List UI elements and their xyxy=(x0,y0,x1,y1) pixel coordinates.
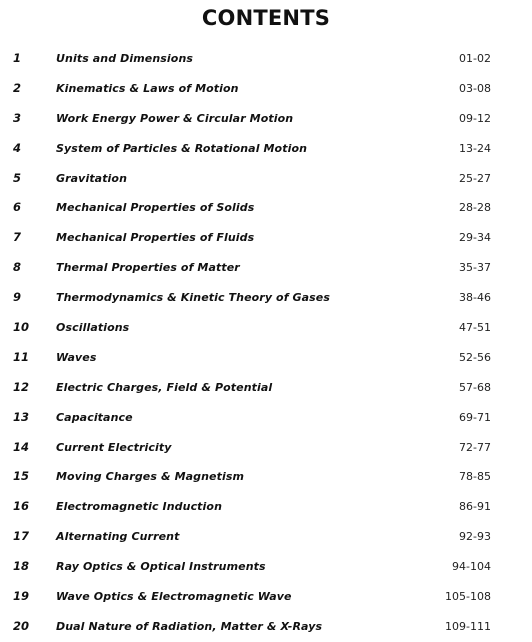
chapter-title[interactable]: Moving Charges & Magnetism xyxy=(56,470,245,484)
chapter-number: 20 xyxy=(13,618,30,633)
toc-entry[interactable] xyxy=(0,373,532,403)
page-range: 52-56 xyxy=(459,350,491,364)
chapter-number: 16 xyxy=(13,499,30,514)
chapter-title[interactable]: Alternating Current xyxy=(56,530,180,544)
toc-entry[interactable] xyxy=(0,462,532,492)
chapter-number: 5 xyxy=(13,170,22,185)
page-range: 38-46 xyxy=(459,291,491,305)
chapter-number: 13 xyxy=(13,409,30,424)
chapter-title[interactable]: Units and Dimensions xyxy=(56,52,194,65)
chapter-number: 17 xyxy=(13,529,30,544)
page-range: 25-27 xyxy=(459,171,491,185)
toc-entry[interactable] xyxy=(0,492,532,522)
toc-entry[interactable] xyxy=(0,403,532,433)
chapter-title[interactable]: Dual Nature of Radiation, Matter & X-Rays xyxy=(56,619,323,633)
chapter-number: 1 xyxy=(13,51,22,65)
toc-entry[interactable] xyxy=(0,433,532,463)
chapter-number: 10 xyxy=(13,320,30,335)
page-range: 09-12 xyxy=(459,111,491,125)
chapter-title[interactable]: Kinematics & Laws of Motion xyxy=(56,81,239,95)
page-range: 69-71 xyxy=(459,410,491,424)
toc-entry[interactable] xyxy=(0,552,532,582)
chapter-number: 8 xyxy=(13,260,22,275)
toc-entry[interactable] xyxy=(0,104,532,134)
chapter-title[interactable]: Mechanical Properties of Solids xyxy=(56,201,255,215)
chapter-number: 4 xyxy=(13,140,22,155)
page-range: 92-93 xyxy=(459,530,491,544)
chapter-number: 12 xyxy=(13,379,30,394)
chapter-title[interactable]: Ray Optics & Optical Instruments xyxy=(56,560,266,574)
chapter-title[interactable]: Wave Optics & Electromagnetic Wave xyxy=(56,590,292,604)
toc-entry[interactable] xyxy=(0,283,532,313)
chapter-title[interactable]: Oscillations xyxy=(56,321,130,335)
chapter-number: 19 xyxy=(13,589,30,604)
toc-entry[interactable] xyxy=(0,74,532,104)
toc-entry[interactable] xyxy=(0,164,532,194)
page-range: 13-24 xyxy=(459,141,491,155)
page-range: 94-104 xyxy=(452,560,491,574)
chapter-title[interactable]: Waves xyxy=(56,350,97,364)
page-title: CONTENTS xyxy=(201,6,331,30)
chapter-number: 18 xyxy=(13,559,30,574)
page-range: 03-08 xyxy=(459,81,491,95)
page-range: 72-77 xyxy=(459,440,491,454)
page-range: 57-68 xyxy=(459,380,491,394)
chapter-number: 9 xyxy=(13,290,22,305)
page-range: 28-28 xyxy=(459,201,491,215)
chapter-title[interactable]: Thermal Properties of Matter xyxy=(56,261,240,275)
toc-entry[interactable] xyxy=(0,313,532,343)
toc-entry[interactable] xyxy=(0,44,532,74)
toc-entry[interactable] xyxy=(0,612,532,642)
chapter-title[interactable]: Capacitance xyxy=(56,410,133,424)
toc-entry[interactable] xyxy=(0,343,532,373)
page-range: 01-02 xyxy=(459,52,491,65)
toc-entry[interactable] xyxy=(0,193,532,223)
chapter-title[interactable]: System of Particles & Rotational Motion xyxy=(56,141,308,155)
chapter-number: 15 xyxy=(13,469,30,484)
chapter-title[interactable]: Mechanical Properties of Fluids xyxy=(56,231,255,245)
toc-entry[interactable] xyxy=(0,582,532,612)
chapter-number: 6 xyxy=(13,200,22,215)
page-range: 35-37 xyxy=(459,261,491,275)
page-range: 29-34 xyxy=(459,231,491,245)
page-range: 78-85 xyxy=(459,470,491,484)
page-range: 109-111 xyxy=(445,619,491,633)
chapter-title[interactable]: Work Energy Power & Circular Motion xyxy=(56,111,294,125)
page-range: 86-91 xyxy=(459,500,491,514)
chapter-number: 2 xyxy=(13,80,22,95)
chapter-number: 14 xyxy=(13,439,30,454)
chapter-title[interactable]: Electromagnetic Induction xyxy=(56,500,223,514)
page-range: 105-108 xyxy=(445,590,491,604)
toc-entry[interactable] xyxy=(0,522,532,552)
chapter-number: 3 xyxy=(13,110,22,125)
toc-entry[interactable] xyxy=(0,253,532,283)
chapter-number: 11 xyxy=(13,349,30,364)
chapter-title[interactable]: Current Electricity xyxy=(56,440,172,454)
chapter-number: 7 xyxy=(13,230,22,245)
page-range: 47-51 xyxy=(459,321,491,335)
toc-entry[interactable] xyxy=(0,134,532,164)
chapter-title[interactable]: Electric Charges, Field & Potential xyxy=(56,380,273,394)
table-of-contents xyxy=(0,44,532,642)
chapter-title[interactable]: Thermodynamics & Kinetic Theory of Gases xyxy=(56,291,331,305)
toc-entry[interactable] xyxy=(0,223,532,253)
chapter-title[interactable]: Gravitation xyxy=(56,171,128,185)
